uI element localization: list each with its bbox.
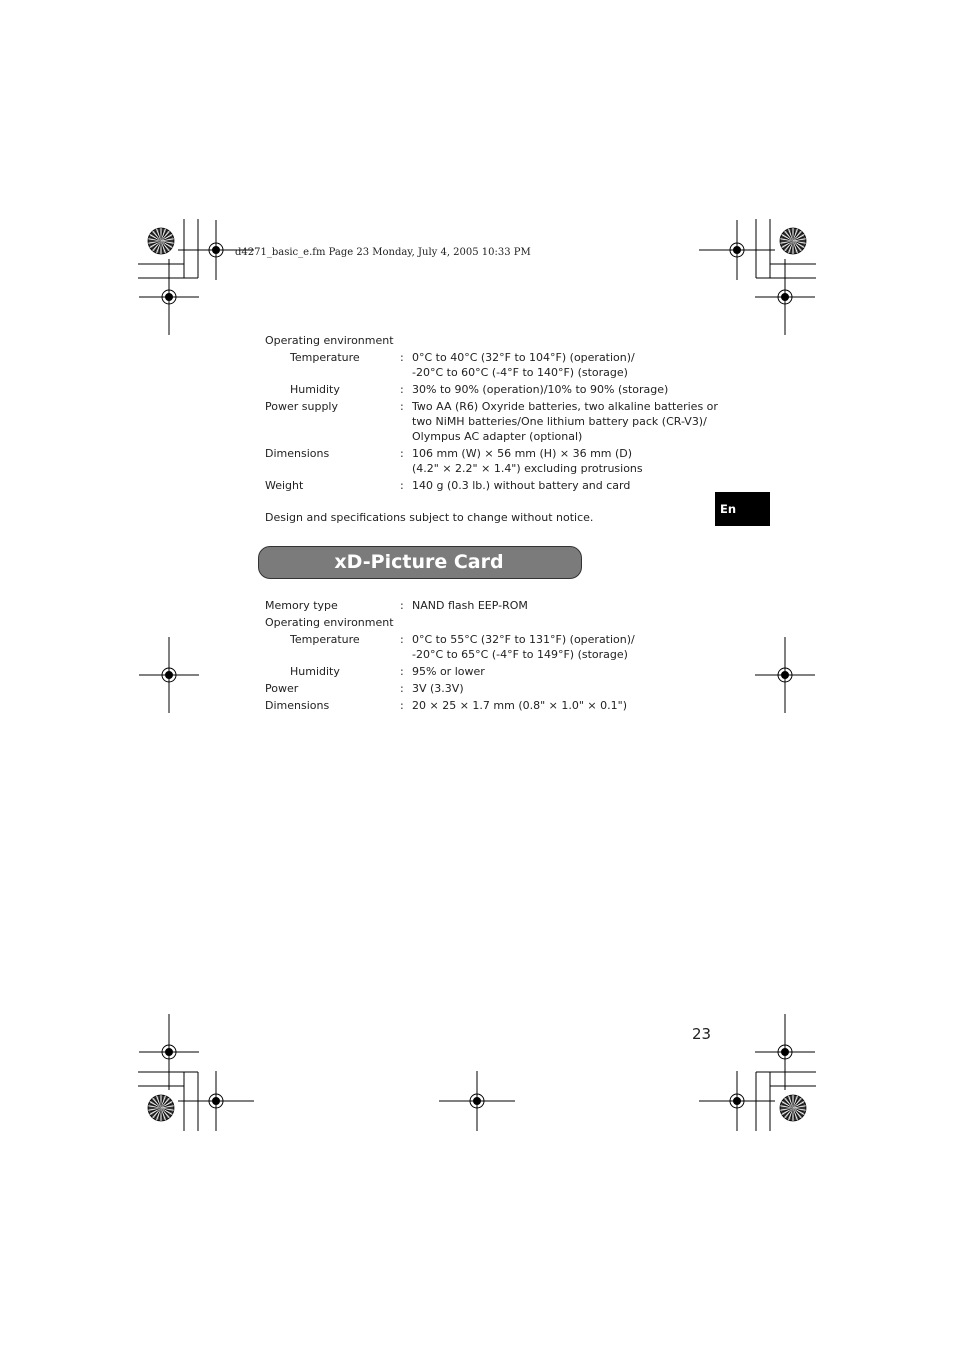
spec-value-line: 140 g (0.3 lb.) without battery and card [412, 479, 631, 492]
spec-value-line: -20°C to 65°C (-4°F to 149°F) (storage) [412, 648, 628, 661]
spec-value [412, 333, 725, 348]
spec-row [265, 664, 725, 679]
spec-label: Humidity [290, 383, 340, 396]
starburst-target-icon [148, 1095, 174, 1121]
page-number: 23 [692, 1025, 712, 1043]
spec-colon: : [400, 400, 404, 413]
spec-colon: : [400, 699, 404, 712]
spec-row [265, 698, 725, 713]
spec-value [412, 664, 725, 679]
spec-value-line: (4.2" × 2.2" × 1.4") excluding protrusions [412, 462, 643, 475]
spec-value-line: 3V (3.3V) [412, 682, 464, 695]
spec-colon: : [400, 447, 404, 460]
spec-colon: : [400, 682, 404, 695]
spec-row [265, 446, 725, 476]
starburst-target-icon [148, 228, 174, 254]
spec-value-line: -20°C to 60°C (-4°F to 140°F) (storage) [412, 366, 628, 379]
spec-value-line: 106 mm (W) × 56 mm (H) × 36 mm (D) [412, 447, 633, 460]
spec-row [265, 399, 725, 444]
section-header [258, 546, 582, 579]
spec-row [265, 598, 725, 613]
spec-label: Operating environment [265, 616, 394, 629]
spec-value [412, 399, 725, 444]
spec-value [412, 350, 725, 380]
language-tab: En [715, 492, 770, 526]
spec-label: Temperature [290, 351, 360, 364]
spec-value-line: 20 × 25 × 1.7 mm (0.8" × 1.0" × 0.1") [412, 699, 627, 712]
spec-label: Humidity [290, 665, 340, 678]
spec-row [265, 382, 725, 397]
spec-value [412, 382, 725, 397]
spec-row [265, 350, 725, 380]
spec-label: Weight [265, 479, 304, 492]
spec-value [412, 598, 725, 613]
spec-value-line: two NiMH batteries/One lithium battery pack (CR-V3)/ [412, 415, 707, 428]
spec-label: Power [265, 682, 299, 695]
spec-value [412, 446, 725, 476]
spec-colon: : [400, 665, 404, 678]
spec-row [265, 333, 725, 348]
spec-value [412, 681, 725, 696]
spec-change-notice: Design and specifications subject to change without notice. [265, 511, 594, 524]
spec-value-line: 0°C to 40°C (32°F to 104°F) (operation)/ [412, 351, 635, 364]
spec-value [412, 698, 725, 713]
spec-value [412, 615, 725, 630]
spec-row [265, 615, 725, 630]
spec-label: Power supply [265, 400, 338, 413]
spec-label: Memory type [265, 599, 338, 612]
card-spec-list [265, 598, 725, 715]
file-slug-line: d4271_basic_e.fm Page 23 Monday, July 4, 2005 10:33 PM [235, 247, 531, 258]
spec-label: Operating environment [265, 334, 394, 347]
spec-colon: : [400, 383, 404, 396]
spec-colon: : [400, 351, 404, 364]
spec-label: Dimensions [265, 699, 330, 712]
spec-colon: : [400, 633, 404, 646]
spec-colon: : [400, 479, 404, 492]
starburst-target-icon [780, 1095, 806, 1121]
spec-value-line: 0°C to 55°C (32°F to 131°F) (operation)/ [412, 633, 635, 646]
camera-spec-list [265, 333, 725, 495]
spec-value-line: NAND flash EEP-ROM [412, 599, 528, 612]
starburst-target-icon [780, 228, 806, 254]
spec-row [265, 632, 725, 662]
section-title: xD-Picture Card [334, 551, 504, 573]
spec-value-line: 95% or lower [412, 665, 485, 678]
spec-value-line: 30% to 90% (operation)/10% to 90% (storage) [412, 383, 669, 396]
spec-value-line: Olympus AC adapter (optional) [412, 430, 583, 443]
spec-row [265, 681, 725, 696]
spec-value [412, 478, 725, 493]
spec-value [412, 632, 725, 662]
spec-label: Temperature [290, 633, 360, 646]
spec-row [265, 478, 725, 493]
spec-value-line: Two AA (R6) Oxyride batteries, two alkaline batteries or [412, 400, 718, 413]
spec-colon: : [400, 599, 404, 612]
spec-label: Dimensions [265, 447, 330, 460]
